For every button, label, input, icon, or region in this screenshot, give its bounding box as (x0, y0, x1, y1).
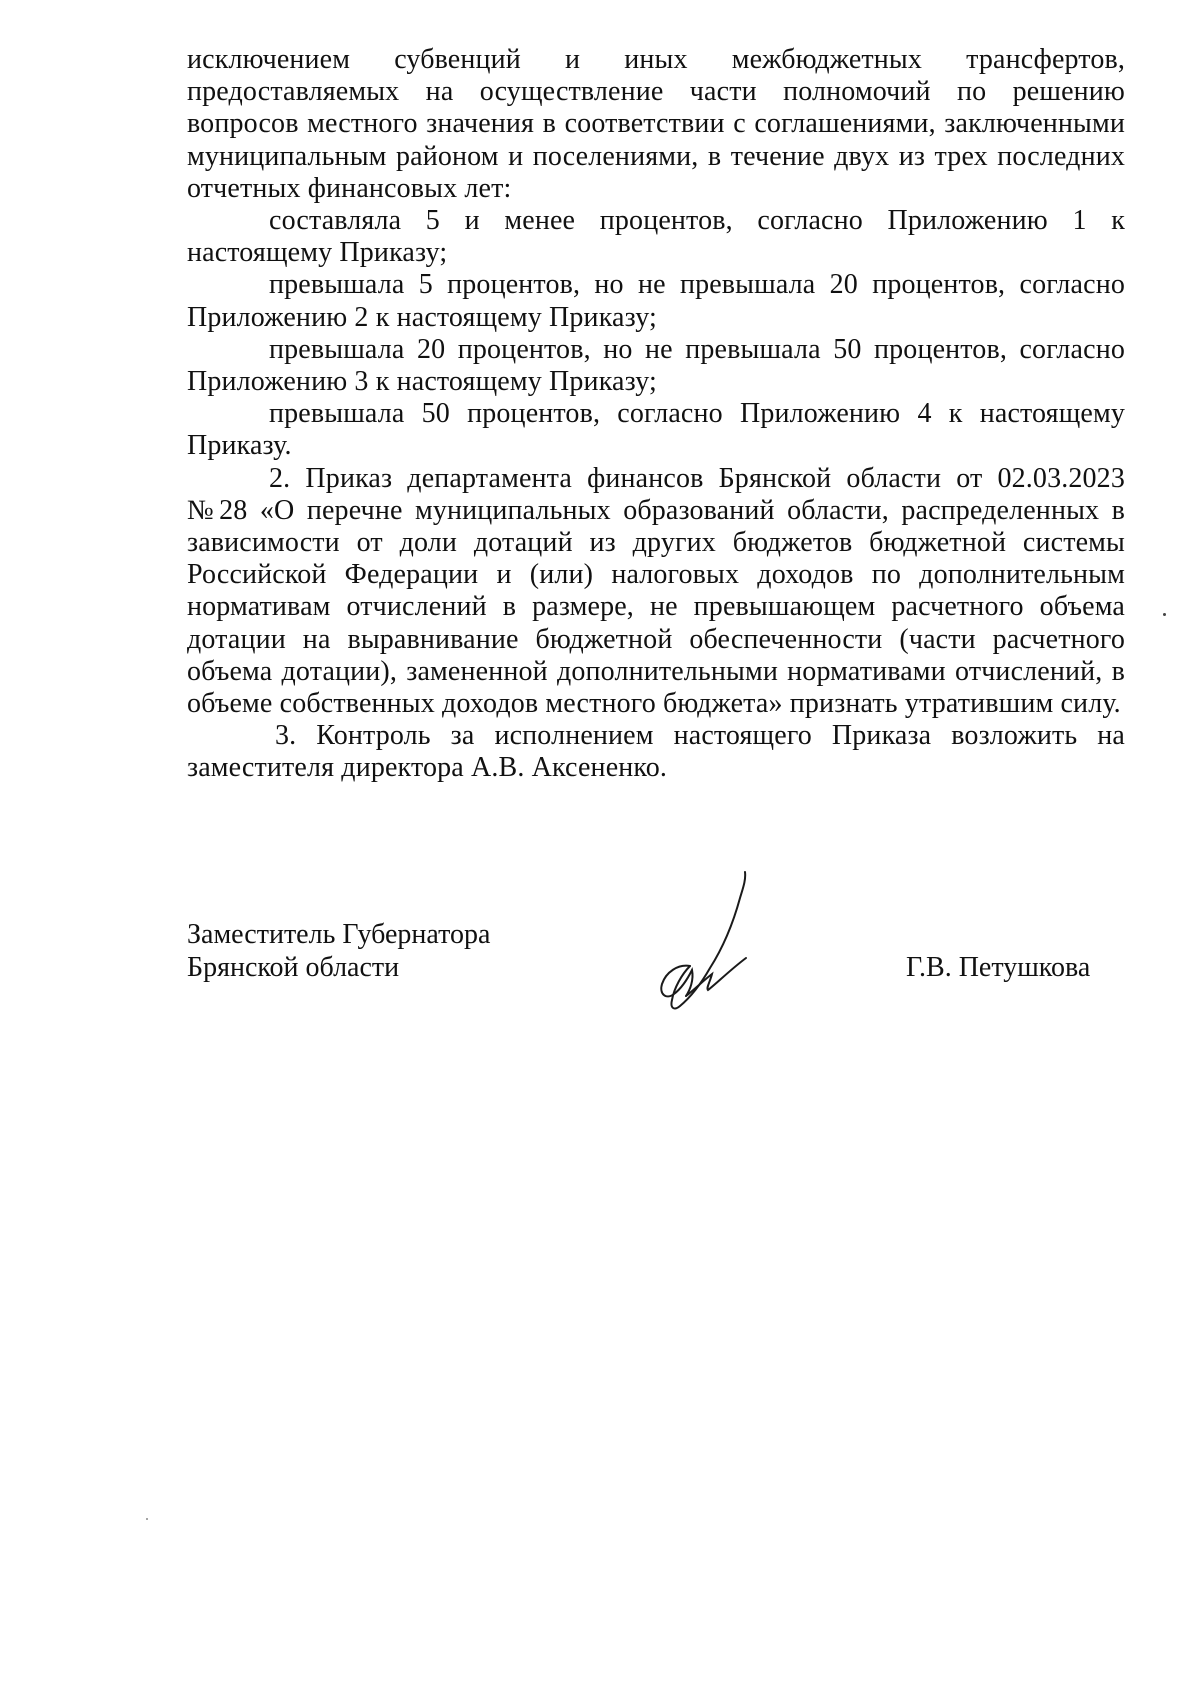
paragraph-item-3: 3. Контроль за исполнением настоящего Приказа возложить на заместителя директора А.В. Аксененко. (187, 720, 1125, 784)
signer-name: Г.В. Петушкова (906, 952, 1091, 983)
paragraph-appendix-1: составляла 5 и менее процентов, согласно Приложению 1 к настоящему Приказу; (187, 205, 1125, 269)
scan-speck (146, 1518, 148, 1520)
paragraph-appendix-4: превышала 50 процентов, согласно Приложению 4 к настоящему Приказу. (187, 398, 1125, 462)
handwritten-signature-icon (650, 868, 760, 1018)
paragraph-item-2: 2. Приказ департамента финансов Брянской области от 02.03.2023 №28 «О перечне муниципальных образований области, распределенных в зависимости от доли дотаций из других бюджетов бюджетной системы Российской Федерации и (или) налоговых доходов по дополнительным нормативам отчислений в размере, не превышающем расчетного объема дотации на выравнивание бюджетной обеспеченности (части расчетного объема дотации), замененной дополнительными нормативами отчислений, в объеме собственных доходов местного бюджета» признать утратившим силу. (187, 462, 1125, 720)
paragraph-appendix-3: превышала 20 процентов, но не превышала 50 процентов, согласно Приложению 3 к настоящему Приказу; (187, 333, 1125, 398)
signer-position-line-2: Брянской области (187, 952, 400, 983)
paragraph-appendix-2: превышала 5 процентов, но не превышала 20 процентов, согласно Приложению 2 к настоящему Приказу; (187, 269, 1125, 333)
signer-position-line-1: Заместитель Губернатора (187, 919, 491, 950)
scan-speck (1163, 613, 1166, 616)
paragraph-continuation: исключением субвенций и иных межбюджетных трансфертов, предоставляемых на осуществление части полномочий по решению вопросов местного значения в соответствии с соглашениями, заключенными муниципальным районом и поселениями, в течение двух из трех последних отчетных финансовых лет: (187, 44, 1125, 204)
document-body (187, 44, 1125, 785)
signer-position (187, 918, 490, 984)
